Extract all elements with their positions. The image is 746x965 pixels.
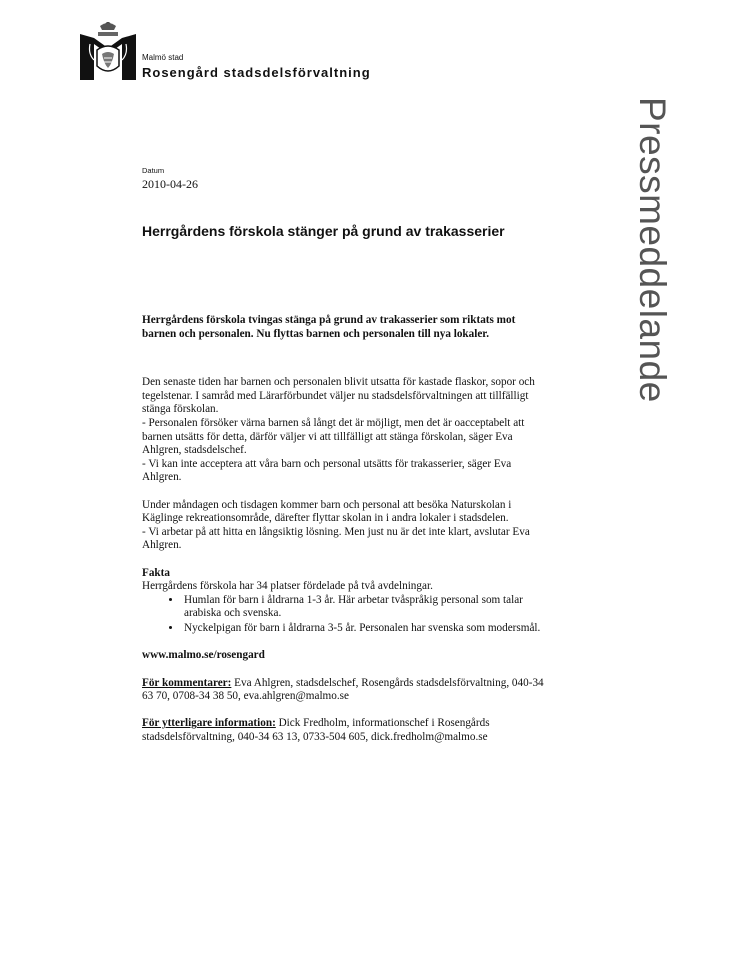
body-line: Den senaste tiden har barnen och personalen blivit utsatta för kastade flaskor, sopor och tegelstenar. I samråd med Lärarförbundet väljer nu stadsdelsförvaltningen att tillfälligt stänga förskolan. (142, 376, 535, 416)
pressmeddelande-label: Pressmeddelande (632, 97, 673, 403)
lead-paragraph: Herrgårdens förskola tvingas stänga på grund av trakasserier som riktats mot barnen och personalen. Nu flyttas barnen och personalen till nya lokaler. (142, 314, 516, 340)
body-line: - Personalen försöker värna barnen så långt det är möjligt, men det är oacceptabelt att barnen utsätts för detta, därför väljer vi att tillfälligt att stänga förskolan, säger Eva Ahlgren, stadsdelschef. (142, 416, 525, 457)
article-body (142, 314, 550, 745)
body-line: - Vi arbetar på att hitta en långsiktig lösning. Men just nu är det inte klart, avslutar Eva Ahlgren. (142, 525, 530, 552)
body-line: Under måndagen och tisdagen kommer barn och personal att besöka Naturskolan i Käglinge rekreationsområde, därefter flyttar skolan in i andra lokaler i stadsdelen. (142, 498, 512, 525)
page-title: Herrgårdens förskola stänger på grund av trakasserier (142, 223, 505, 239)
info-text: Dick Fredholm, informationschef i Rosengårds stadsdelsförvaltning, 040-34 63 13, 0733-504 605, dick.fredholm@malmo.se (142, 717, 490, 744)
date-label: Datum (142, 166, 165, 175)
facts-heading: Fakta (142, 566, 170, 579)
list-item: • Humlan för barn i åldrarna 1-3 år. Här arbetar tvåspråkig personal som talar arabiska och svenska. (182, 594, 550, 621)
comments-contact (142, 677, 550, 704)
facts-list (142, 594, 550, 636)
date-value: 2010-04-26 (142, 177, 198, 191)
website-link[interactable]: www.malmo.se/rosengard (142, 649, 265, 662)
comments-text: Eva Ahlgren, stadsdelschef, Rosengårds stadsdelsförvaltning, 040-34 63 70, 0708-34 38 50, eva.ahlgren@malmo.se (142, 676, 544, 703)
info-contact (142, 717, 550, 744)
comments-label: För kommentarer: (142, 676, 232, 689)
list-item: • Nyckelpigan för barn i åldrarna 3-5 år. Personalen har svenska som modersmål. (182, 622, 550, 636)
facts-intro: Herrgårdens förskola har 34 platser fördelade på två avdelningar. (142, 580, 433, 593)
department-name: Rosengård stadsdelsförvaltning (142, 65, 371, 80)
info-label: För ytterligare information: (142, 717, 276, 730)
city-name: Malmö stad (142, 53, 184, 62)
malmo-stad-logo (80, 20, 136, 80)
body-line: - Vi kan inte acceptera att våra barn och personal utsätts för trakasserier, säger Eva Ahlgren. (142, 457, 512, 484)
